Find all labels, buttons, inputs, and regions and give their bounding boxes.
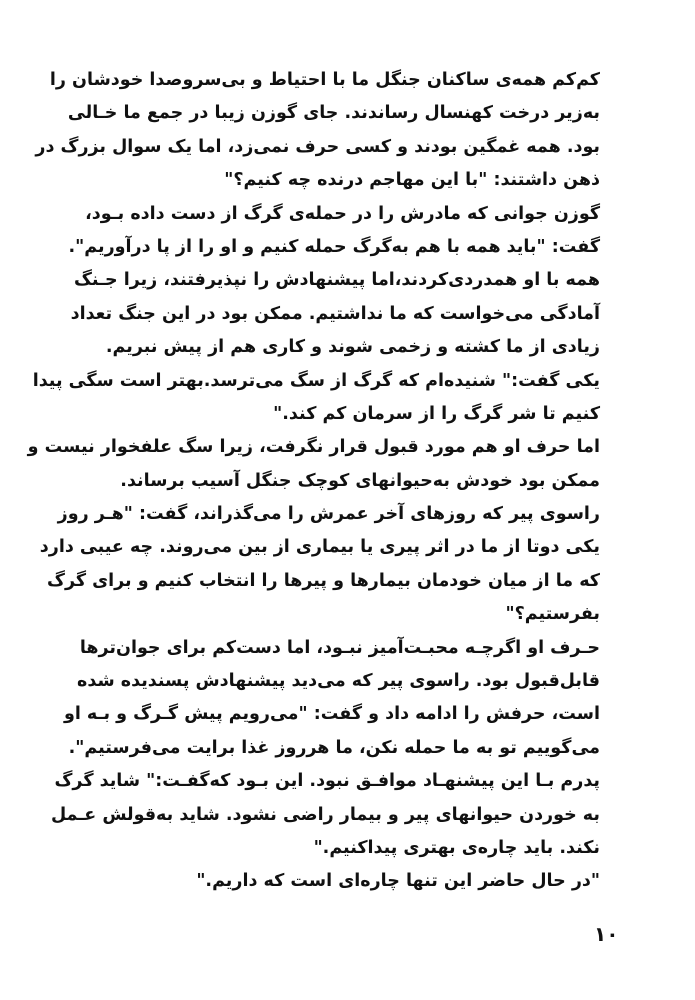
text-line: کم‌کم همه‌ی ساکنان جنگل ما با احتیاط و بی‌سروصدا خودشان را bbox=[49, 70, 600, 90]
text-line: به خوردن حیوانهای پیر و بیمار راضی نشود. شاید به‌قولش عـمل bbox=[50, 804, 600, 825]
text-line: پدرم بـا این پیشنهـاد موافـق نبود. این بـود که‌گفـت:" شاید گرگ bbox=[54, 771, 600, 792]
text-line: بفرستیم؟" bbox=[505, 604, 600, 625]
text-line: گفت: "باید همه با هم به‌گرگ حمله کنیم و او را از پا درآوریم". bbox=[68, 236, 600, 257]
text-line: یکی گفت:" شنیده‌ام که گرگ از سگ می‌ترسد.بهتر است سگی پیدا bbox=[32, 370, 600, 391]
page-number: ۱۰ bbox=[594, 922, 619, 946]
text-line: همه با او همدردی‌کردند،اما پیشنهادش را نپذیرفتند، زیرا جـنگ bbox=[73, 270, 600, 291]
text-line: که ما از میان خودمان بیمارها و پیرها را انتخاب کنیم و برای گرگ bbox=[47, 570, 600, 591]
text-line: است، حرفش را ادامه داد و گفت: "می‌رویم پیش گـرگ و بـه او bbox=[63, 704, 600, 725]
text-line: بود. همه غمگین بودند و کسی حرف نمی‌زد، اما یک سوال بزرگ در bbox=[35, 136, 600, 157]
page-body-text bbox=[27, 64, 600, 899]
text-line: راسوی پیر که روزهای آخر عمرش را می‌گذراند، گفت: "هـر روز bbox=[57, 504, 600, 525]
text-line: یکی دوتا از ما در اثر پیری یا بیماری از بین می‌روند. چه عیبی دارد bbox=[39, 537, 600, 558]
text-line: "در حال حاضر این تنها چاره‌ای است که داریم." bbox=[196, 871, 600, 892]
text-line: زیادی از ما کشته و زخمی شوند و کاری هم از پیش نبریم. bbox=[105, 337, 600, 358]
text-line: قابل‌قبول بود. راسوی پیر که می‌دید پیشنهادش پسندیده شده bbox=[77, 671, 600, 692]
text-line: اما حرف او هم مورد قبول قرار نگرفت، زیرا سگ علفخوار نیست و bbox=[27, 437, 600, 458]
text-line: ممکن بود خودش به‌حیوانهای کوچک جنگل آسیب برساند. bbox=[120, 470, 600, 491]
text-line: حـرف او اگرچـه محبـت‌آمیز نبـود، اما دست‌کم برای جوان‌ترها bbox=[79, 637, 600, 658]
text-line: کنیم تا شر گرگ را از سرمان کم کند." bbox=[273, 403, 600, 424]
text-line: می‌گوییم تو به ما حمله نکن، ما هرروز غذا برایت می‌فرستیم". bbox=[68, 737, 600, 758]
text-line: نکند. باید چاره‌ی بهتری پیداکنیم." bbox=[313, 837, 600, 858]
text-line: گوزن جوانی که مادرش را در حمله‌ی گرگ از دست داده بـود، bbox=[85, 203, 600, 224]
text-line: به‌زیر درخت کهنسال رساندند. جای گوزن زیبا در جمع ما خـالی bbox=[67, 103, 600, 124]
text-line: ذهن داشتند: "با این مهاجم درنده چه کنیم؟" bbox=[224, 170, 600, 191]
text-line: آمادگی می‌خواست که ما نداشتیم. ممکن بود در این جنگ تعداد bbox=[70, 303, 600, 324]
